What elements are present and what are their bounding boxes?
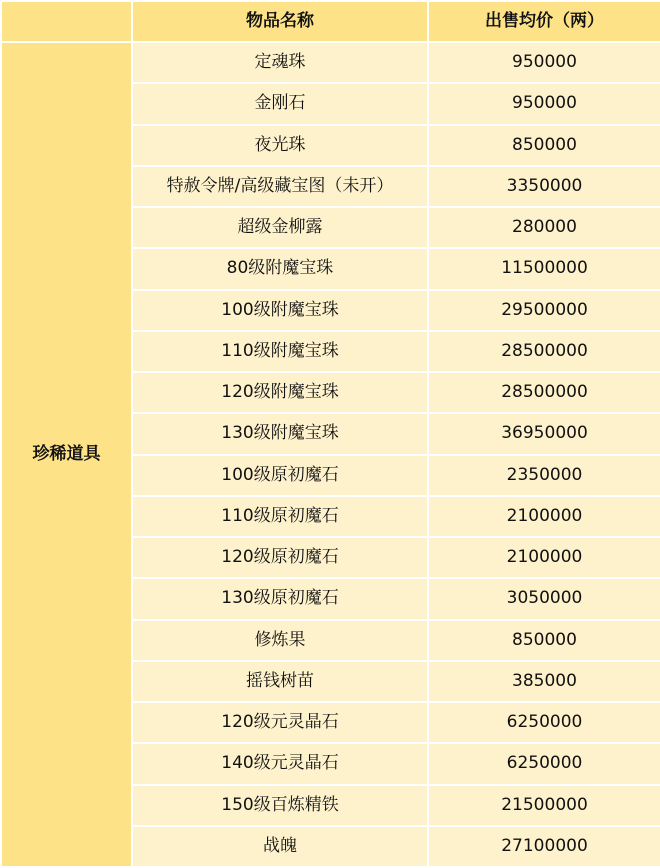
- item-price-cell: 850000: [428, 125, 660, 166]
- item-price-cell: 3350000: [428, 166, 660, 207]
- item-price-cell: 36950000: [428, 413, 660, 454]
- header-corner-cell: [1, 1, 132, 42]
- item-price-cell: 280000: [428, 207, 660, 248]
- item-price-cell: 950000: [428, 42, 660, 83]
- item-name-cell: 定魂珠: [132, 42, 428, 83]
- item-name-cell: 100级附魔宝珠: [132, 290, 428, 331]
- item-name-cell: 120级元灵晶石: [132, 702, 428, 743]
- table-body: [1, 42, 660, 867]
- item-name-cell: 80级附魔宝珠: [132, 248, 428, 289]
- item-name-cell: 130级原初魔石: [132, 578, 428, 619]
- item-name-cell: 110级原初魔石: [132, 496, 428, 537]
- item-name-cell: 120级原初魔石: [132, 537, 428, 578]
- item-name-cell: 金刚石: [132, 83, 428, 124]
- item-price-cell: 29500000: [428, 290, 660, 331]
- table-header-row: [1, 1, 660, 42]
- item-price-cell: 2100000: [428, 537, 660, 578]
- item-price-cell: 6250000: [428, 702, 660, 743]
- item-price-cell: 27100000: [428, 826, 660, 867]
- item-name-cell: 修炼果: [132, 620, 428, 661]
- item-price-cell: 6250000: [428, 743, 660, 784]
- item-price-cell: 28500000: [428, 331, 660, 372]
- item-price-cell: 385000: [428, 661, 660, 702]
- item-price-cell: 850000: [428, 620, 660, 661]
- table-row: [1, 42, 660, 83]
- item-price-cell: 2350000: [428, 455, 660, 496]
- item-name-cell: 特赦令牌/高级藏宝图（未开）: [132, 166, 428, 207]
- item-name-cell: 140级元灵晶石: [132, 743, 428, 784]
- item-price-cell: 21500000: [428, 785, 660, 826]
- item-name-cell: 100级原初魔石: [132, 455, 428, 496]
- category-cell: 珍稀道具: [1, 42, 132, 867]
- item-name-cell: 夜光珠: [132, 125, 428, 166]
- item-name-cell: 摇钱树苗: [132, 661, 428, 702]
- item-price-cell: 28500000: [428, 372, 660, 413]
- item-name-cell: 超级金柳露: [132, 207, 428, 248]
- header-item-name: 物品名称: [132, 1, 428, 42]
- item-name-cell: 战魄: [132, 826, 428, 867]
- item-price-cell: 3050000: [428, 578, 660, 619]
- item-name-cell: 130级附魔宝珠: [132, 413, 428, 454]
- header-avg-price: 出售均价（两）: [428, 1, 660, 42]
- item-name-cell: 150级百炼精铁: [132, 785, 428, 826]
- item-price-cell: 11500000: [428, 248, 660, 289]
- item-name-cell: 110级附魔宝珠: [132, 331, 428, 372]
- item-price-cell: 950000: [428, 83, 660, 124]
- item-price-cell: 2100000: [428, 496, 660, 537]
- item-name-cell: 120级附魔宝珠: [132, 372, 428, 413]
